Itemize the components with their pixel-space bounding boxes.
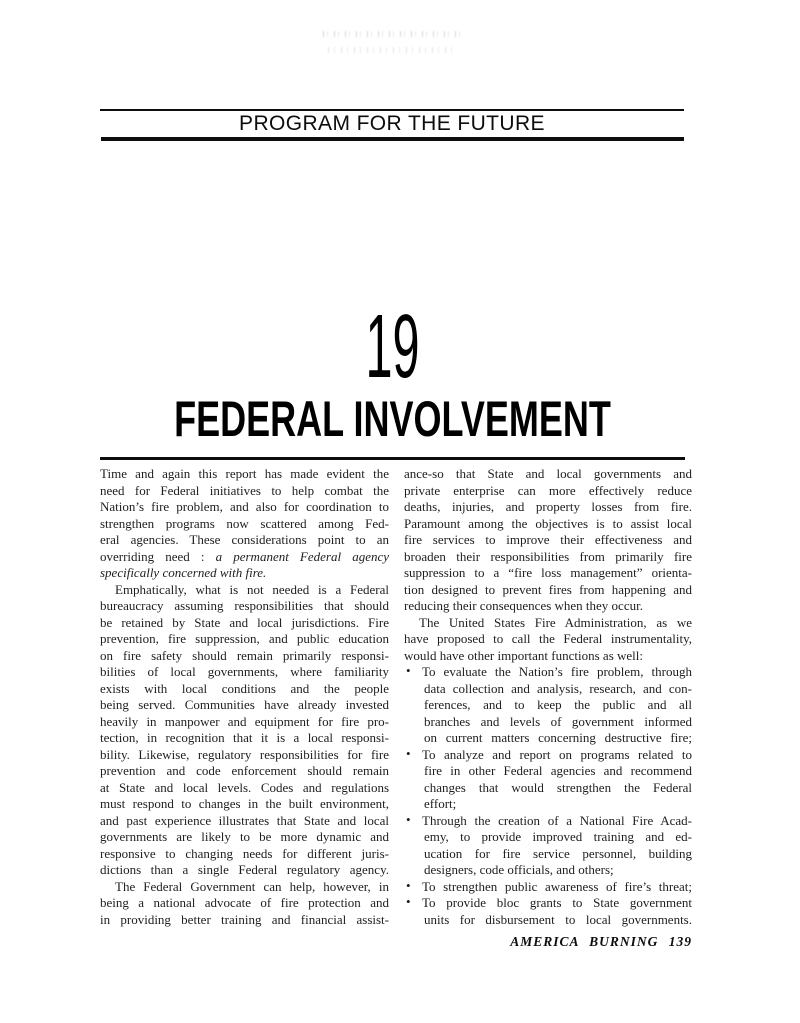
text-line: specifically concerned with fire. xyxy=(100,565,267,580)
section-kicker: PROGRAM FOR THE FUTURE xyxy=(239,112,545,135)
right-column xyxy=(404,466,692,928)
text-line: prevention and code enforcement should remain xyxy=(100,763,389,778)
text-line: in providing better training and financial assist- xyxy=(100,911,389,927)
text-line: reducing their consequences when they occur. xyxy=(404,598,643,613)
text-line: have proposed to call the Federal instrumentality, xyxy=(404,631,692,646)
text-line: • To analyze and report on programs related to xyxy=(406,746,692,762)
text-line: Emphatically, what is not needed is a Federal xyxy=(115,581,389,597)
text-line: • Through the creation of a National Fire Acad- xyxy=(406,812,692,828)
text-line: ance-so that State and local governments and xyxy=(404,466,692,481)
bullet-icon: • xyxy=(406,878,411,893)
bullet-icon: • xyxy=(406,664,411,678)
text-line: strengthen programs now scattered among Fed- xyxy=(100,515,389,531)
text-line: on fire safety should remain primarily responsi- xyxy=(100,647,389,663)
text-line: being a national advocate of fire protection and xyxy=(100,895,389,910)
text-line: branches and levels of government informed xyxy=(424,713,692,729)
running-footer: AMERICA BURNING 139 xyxy=(510,934,692,949)
text-line: The Federal Government can help, however, in xyxy=(115,878,389,894)
text-line: units for disbursement to local governments. xyxy=(424,911,692,927)
bullet-icon: • xyxy=(406,746,411,761)
faded-print-artifact-line-1 xyxy=(323,31,463,37)
text-line: tection, in recognition that it is a local responsi- xyxy=(100,730,389,745)
text-line: would have other important functions as well: xyxy=(404,647,644,663)
text-line: effort; xyxy=(424,796,457,811)
text-line: responsive to changing needs for different juris- xyxy=(100,845,389,861)
text-line: • To provide bloc grants to State government xyxy=(406,895,692,910)
text-line: deaths, injuries, and property losses from fire. xyxy=(404,499,692,514)
text-line: prevention, fire suppression, and public education xyxy=(100,631,389,646)
text-line: be retained by State and local jurisdictions. Fire xyxy=(100,614,389,630)
text-line: ferences, and to keep the public and all xyxy=(424,697,692,712)
text-line: Paramount among the objectives is to assist local xyxy=(404,515,692,531)
text-line: dictions than a single Federal regulatory agency. xyxy=(100,862,389,877)
bullet-icon: • xyxy=(406,812,411,827)
text-line: bilities of local governments, where familiarity xyxy=(100,664,389,679)
text-line: tion designed to prevent fires from happening and xyxy=(404,581,692,597)
header-rule-bottom xyxy=(101,137,684,141)
text-line: private enterprise can more effectively reduce xyxy=(404,482,692,498)
text-line: heavily in manpower and equipment for fire pro- xyxy=(100,713,389,729)
bullet-icon: • xyxy=(406,895,411,909)
text-line: governments are likely to be more dynamic and xyxy=(100,829,389,844)
title-rule xyxy=(100,457,685,460)
text-line: on current matters concerning destructive fire; xyxy=(424,730,692,745)
text-line: being served. Communities have already invested xyxy=(100,697,389,712)
text-line: at State and local levels. Codes and regulations xyxy=(100,779,389,795)
text-line: bility. Likewise, regulatory responsibilities for fire xyxy=(100,746,389,762)
chapter-title: FEDERAL INVOLVEMENT xyxy=(174,391,611,447)
text-line: fire services to improve their effectiveness and xyxy=(404,532,692,547)
text-line: Nation’s fire problem, and also for coordination to xyxy=(100,499,389,514)
text-line: ucation for fire service personnel, building xyxy=(424,845,692,861)
text-line: changes that would strengthen the Federal xyxy=(424,779,692,795)
text-line: emy, to provide improved training and ed- xyxy=(424,829,692,844)
text-line: Time and again this report has made evident the xyxy=(100,466,389,481)
text-line: and past experience illustrates that State and local xyxy=(100,812,389,828)
text-line: data collection and analysis, research, and con- xyxy=(424,680,692,696)
text-line: exists with local conditions and the people xyxy=(100,680,389,696)
text-line: The United States Fire Administration, as we xyxy=(419,614,692,630)
chapter-number: 19 xyxy=(365,297,420,397)
text-line: overriding need : a permanent Federal agency xyxy=(100,548,389,564)
text-line: fire in other Federal agencies and recommend xyxy=(424,763,692,778)
text-line: need for Federal initiatives to help combat the xyxy=(100,482,389,498)
text-line: eral agencies. These considerations point to an xyxy=(100,532,389,547)
header-rule-top xyxy=(100,109,684,111)
text-line: suppression to a “fire loss management” orienta- xyxy=(404,565,692,580)
text-line: designers, code officials, and others; xyxy=(424,862,614,877)
text-line: broaden their responsibilities from primarily fire xyxy=(404,548,692,564)
text-line: • To strengthen public awareness of fire’s threat; xyxy=(406,878,692,894)
text-line: must respond to changes in the built environment, xyxy=(100,796,389,811)
text-line: • To evaluate the Nation’s fire problem, through xyxy=(406,664,692,679)
faded-print-artifact-line-2 xyxy=(328,47,454,53)
left-column xyxy=(100,466,389,928)
text-line: bureaucracy assuming responsibilities that should xyxy=(100,598,389,613)
